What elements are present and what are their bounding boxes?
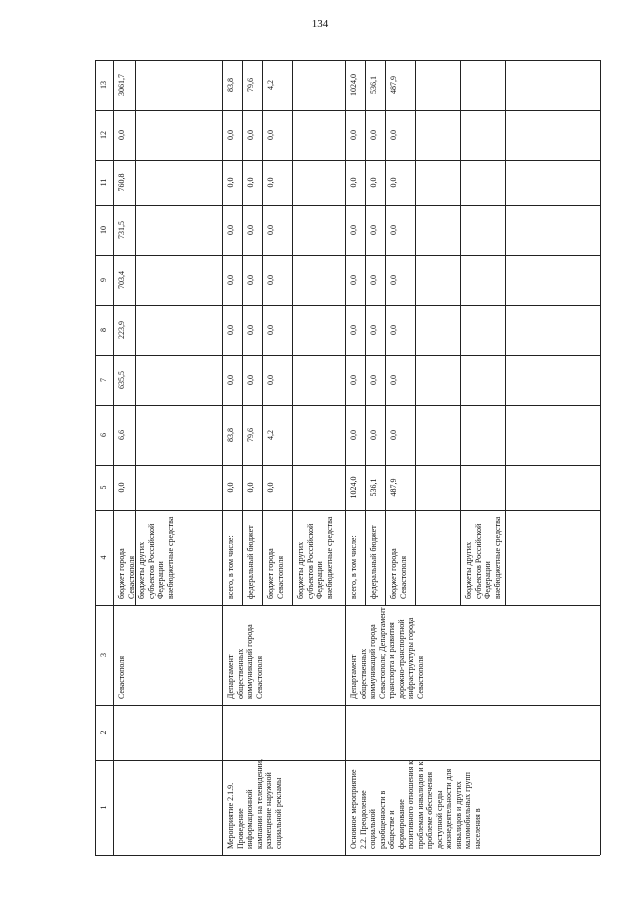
row1-line1-value-13: 79,6 bbox=[246, 78, 255, 92]
row1-source-2: бюджет города Севастополя bbox=[266, 548, 285, 599]
column-number-6: 6 bbox=[99, 433, 108, 437]
column-border-1 bbox=[95, 760, 600, 761]
column-border-7 bbox=[95, 355, 600, 356]
row2-line1-value-12: 0,0 bbox=[369, 130, 378, 140]
column-number-5: 5 bbox=[99, 485, 108, 490]
row2-sub-3 bbox=[460, 60, 461, 605]
page-number: 134 bbox=[311, 18, 329, 30]
row0-source-city: бюджет города Севастополя bbox=[117, 548, 136, 599]
row1-line1-value-10: 0,0 bbox=[246, 225, 255, 235]
row2-line2-value-8: 0,0 bbox=[389, 325, 398, 335]
row1-sub-1 bbox=[262, 60, 263, 605]
row1-line1-value-7: 0,0 bbox=[246, 375, 255, 385]
column-border-2 bbox=[95, 705, 600, 706]
row2-line2-value-13: 487,9 bbox=[389, 76, 398, 94]
row1-line0-value-13: 83,8 bbox=[226, 78, 235, 92]
table-border-bottom bbox=[95, 855, 600, 856]
row-border-2 bbox=[345, 60, 346, 855]
row1-line2-value-9: 0,0 bbox=[266, 275, 275, 285]
column-number-8: 8 bbox=[99, 328, 108, 332]
row1-source-3: бюджеты других субъектов Российской Федерации внебюджетные средства bbox=[296, 516, 334, 599]
column-number-11: 11 bbox=[99, 178, 108, 187]
column-number-4: 4 bbox=[99, 555, 108, 560]
row1-line1-value-6: 79,6 bbox=[246, 428, 255, 442]
row2-line2-value-6: 0,0 bbox=[389, 430, 398, 440]
header-separator bbox=[113, 60, 114, 855]
column-number-12: 12 bbox=[99, 131, 108, 139]
row1-line1-value-5: 0,0 bbox=[246, 482, 255, 493]
row2-line2-value-7: 0,0 bbox=[389, 375, 398, 385]
row2-line0-value-6: 0,0 bbox=[349, 430, 358, 440]
row2-line2-value-10: 0,0 bbox=[389, 225, 398, 235]
row2-line2-value-11: 0,0 bbox=[389, 177, 398, 188]
row1-line0-value-6: 83,8 bbox=[226, 428, 235, 442]
column-border-12 bbox=[95, 110, 600, 111]
row2-line2-value-5: 487,9 bbox=[389, 478, 398, 497]
row2-line0-value-11: 0,0 bbox=[349, 177, 358, 188]
row2-line2-value-12: 0,0 bbox=[389, 130, 398, 140]
column-number-2: 2 bbox=[99, 730, 108, 735]
row2-line1-value-6: 0,0 bbox=[369, 430, 378, 440]
row0-value-5: 0,0 bbox=[117, 482, 126, 493]
column-border-5 bbox=[95, 465, 600, 466]
row2-line1-value-8: 0,0 bbox=[369, 325, 378, 335]
row1-line2-value-5: 0,0 bbox=[266, 482, 275, 493]
row1-line0-value-8: 0,0 bbox=[226, 325, 235, 335]
row1-source-0: всего, в том числе: bbox=[226, 535, 235, 599]
row2-sub-0 bbox=[365, 60, 366, 605]
row0-value-10: 731,5 bbox=[117, 221, 126, 239]
row1-line2-value-8: 0,0 bbox=[266, 325, 275, 335]
column-number-1: 1 bbox=[99, 805, 108, 810]
row1-line2-value-11: 0,0 bbox=[266, 177, 275, 188]
row1-line0-value-7: 0,0 bbox=[226, 375, 235, 385]
row2-line0-value-13: 1024,0 bbox=[349, 74, 358, 96]
row0-executor: Севастополя bbox=[117, 656, 126, 699]
row2-line1-value-5: 536,1 bbox=[369, 478, 378, 497]
row1-line1-value-12: 0,0 bbox=[246, 130, 255, 140]
row2-source-1: федеральный бюджет bbox=[369, 525, 378, 599]
row1-sub-0 bbox=[242, 60, 243, 605]
table-border-left bbox=[95, 60, 96, 855]
column-border-6 bbox=[95, 405, 600, 406]
row1-line0-value-9: 0,0 bbox=[226, 275, 235, 285]
row1-activity: Мероприятие 2.1.9. Проведение информационной кампании на телевидении, размещение наружной социальной рекламы bbox=[226, 759, 283, 849]
row1-line2-value-6: 4,2 bbox=[266, 430, 275, 440]
row1-line2-value-10: 0,0 bbox=[266, 225, 275, 235]
column-border-11 bbox=[95, 160, 600, 161]
column-border-8 bbox=[95, 305, 600, 306]
column-number-10: 10 bbox=[99, 226, 108, 234]
row0-value-7: 635,5 bbox=[117, 371, 126, 389]
row1-line0-value-10: 0,0 bbox=[226, 225, 235, 235]
row1-line0-value-5: 0,0 bbox=[226, 482, 235, 493]
table-border-top bbox=[95, 60, 600, 61]
row2-line1-value-11: 0,0 bbox=[369, 177, 378, 188]
column-border-10 bbox=[95, 205, 600, 206]
row2-source-2: бюджет города Севастополя bbox=[389, 548, 408, 599]
row2-line0-value-9: 0,0 bbox=[349, 275, 358, 285]
row2-line0-value-7: 0,0 bbox=[349, 375, 358, 385]
row2-line0-value-10: 0,0 bbox=[349, 225, 358, 235]
row2-sub-4 bbox=[505, 60, 506, 605]
row1-line2-value-12: 0,0 bbox=[266, 130, 275, 140]
row2-source-3: бюджеты других субъектов Российской Федерации внебюджетные средства bbox=[464, 516, 502, 599]
row0-value-9: 703,4 bbox=[117, 271, 126, 289]
row1-line2-value-13: 4,2 bbox=[266, 80, 275, 90]
row0-value-6: 6,6 bbox=[117, 430, 126, 440]
column-number-9: 9 bbox=[99, 278, 108, 282]
column-number-7: 7 bbox=[99, 378, 108, 382]
row2-line2-value-9: 0,0 bbox=[389, 275, 398, 285]
row-border-1 bbox=[222, 60, 223, 855]
row0-value-13: 3061,7 bbox=[117, 74, 126, 96]
table-border-right bbox=[600, 60, 601, 855]
row2-line0-value-5: 1024,0 bbox=[349, 476, 358, 499]
row1-source-1: федеральный бюджет bbox=[246, 525, 255, 599]
row1-sub-2 bbox=[292, 60, 293, 605]
column-number-13: 13 bbox=[99, 81, 108, 89]
row1-line0-value-12: 0,0 bbox=[226, 130, 235, 140]
row0-source-other: бюджеты других субъектов Российской Федерации внебюджетные средства bbox=[137, 516, 175, 599]
row2-line1-value-7: 0,0 bbox=[369, 375, 378, 385]
row2-activity: Основное мероприятие 2.2. Преодоление социальной разобщенности в обществе и формирование позитивного отношения к проблемам инвалидов и к проблеме обеспечения доступной среды жизнедеятельности для инвалидов и других маломобильных групп населения в bbox=[349, 760, 482, 849]
column-border-9 bbox=[95, 255, 600, 256]
row0-value-12: 0,0 bbox=[117, 130, 126, 140]
row2-source-0: всего, в том числе: bbox=[349, 535, 358, 599]
row2-sub-2 bbox=[415, 60, 416, 605]
row2-line1-value-13: 536,1 bbox=[369, 76, 378, 94]
row2-executor: Департамент общественных коммуникаций города Севастополя; Департамент транспорта и развития дорожно-транспортной инфраструктуры города Севастополя bbox=[349, 607, 425, 699]
column-number-3: 3 bbox=[99, 653, 108, 657]
row2-sub-1 bbox=[385, 60, 386, 605]
row2-line1-value-10: 0,0 bbox=[369, 225, 378, 235]
row1-line1-value-9: 0,0 bbox=[246, 275, 255, 285]
row0-value-8: 223,9 bbox=[117, 321, 126, 339]
row1-line1-value-8: 0,0 bbox=[246, 325, 255, 335]
row1-executor: Департамент общественных коммуникаций города Севастополя bbox=[226, 624, 264, 699]
column-border-3 bbox=[95, 605, 600, 606]
row2-line1-value-9: 0,0 bbox=[369, 275, 378, 285]
row2-line0-value-8: 0,0 bbox=[349, 325, 358, 335]
row1-line2-value-7: 0,0 bbox=[266, 375, 275, 385]
row1-line1-value-11: 0,0 bbox=[246, 177, 255, 188]
row1-line0-value-11: 0,0 bbox=[226, 177, 235, 188]
row2-line0-value-12: 0,0 bbox=[349, 130, 358, 140]
row0-value-11: 760,8 bbox=[117, 173, 126, 192]
